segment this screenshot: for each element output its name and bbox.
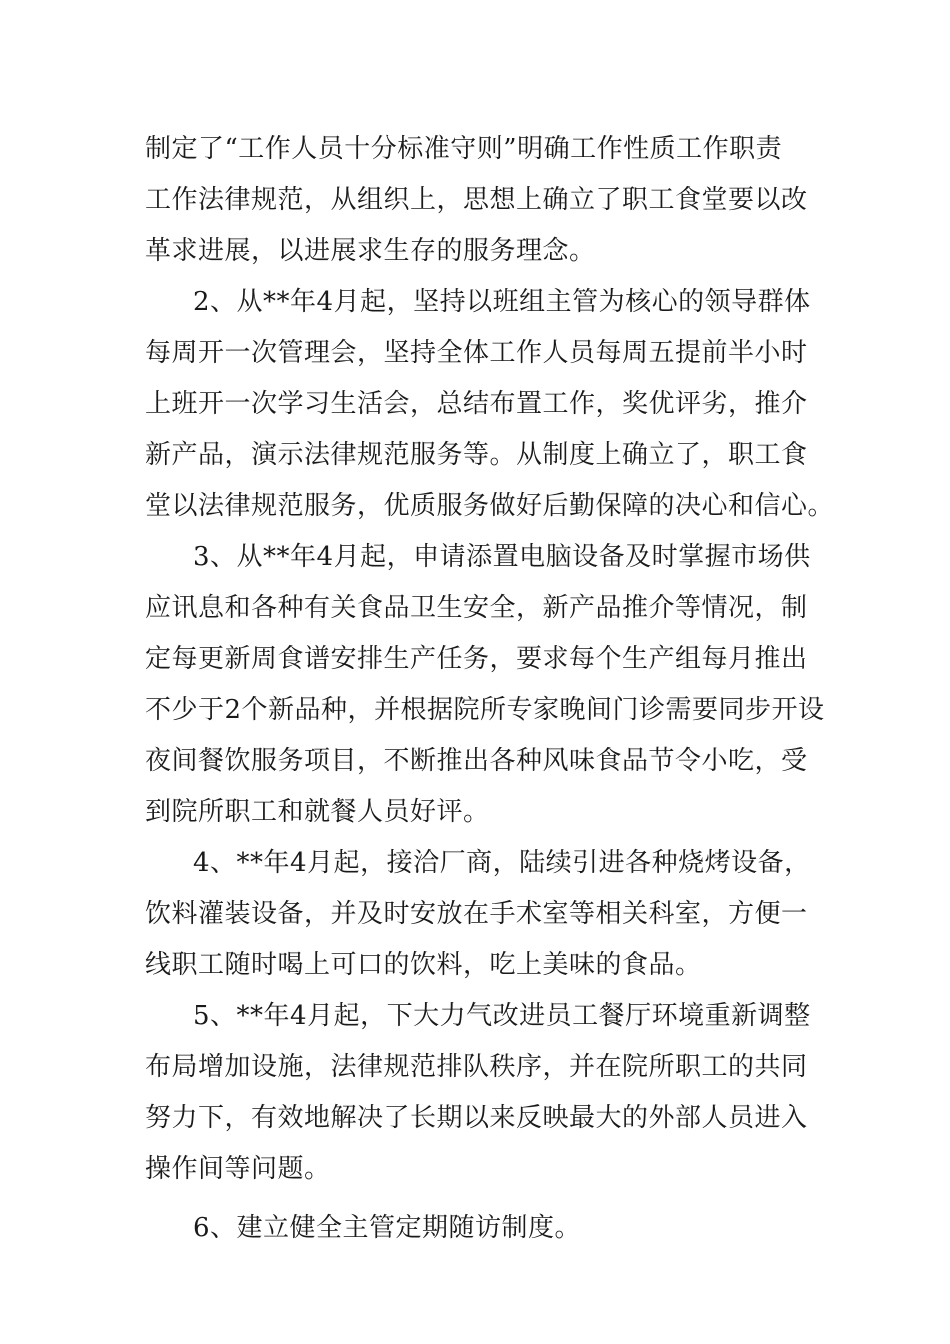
text-line: 定每更新周食谱安排生产任务，要求每个生产组每月推出 <box>145 644 808 674</box>
text-line: 操作间等问题。 <box>145 1154 331 1184</box>
text-line: 工作法律规范，从组织上，思想上确立了职工食堂要以改 <box>145 185 808 215</box>
paragraph-2-line: 2、从**年4月起，坚持以班组主管为核心的领导群体 <box>193 287 811 317</box>
paragraph-6-line: 6、建立健全主管定期随访制度。 <box>193 1213 582 1243</box>
text-line: 线职工随时喝上可口的饮料，吃上美味的食品。 <box>145 950 702 980</box>
text-line: 饮料灌装设备，并及时安放在手术室等相关科室，方便一 <box>145 899 808 929</box>
text-line: 每周开一次管理会，坚持全体工作人员每周五提前半小时 <box>145 338 808 368</box>
text-line: 新产品，演示法律规范服务等。从制度上确立了，职工食 <box>145 440 808 470</box>
paragraph-4-line: 4、**年4月起，接洽厂商，陆续引进各种烧烤设备， <box>193 848 811 878</box>
text-line: 上班开一次学习生活会，总结布置工作，奖优评劣，推介 <box>145 389 808 419</box>
text-line: 堂以法律规范服务，优质服务做好后勤保障的决心和信心。 <box>145 491 835 521</box>
document-body <box>145 124 835 1254</box>
text-line: 革求进展，以进展求生存的服务理念。 <box>145 236 596 266</box>
text-line: 到院所职工和就餐人员好评。 <box>145 797 490 827</box>
text-line: 努力下，有效地解决了长期以来反映最大的外部人员进入 <box>145 1103 808 1133</box>
text-line: 不少于2个新品种，并根据院所专家晚间门诊需要同步开设 <box>145 695 825 725</box>
text-line: 制定了“工作人员十分标准守则”明确工作性质工作职责 <box>145 134 783 164</box>
paragraph-5-line: 5、**年4月起，下大力气改进员工餐厅环境重新调整 <box>193 1001 811 1031</box>
text-line: 布局增加设施，法律规范排队秩序，并在院所职工的共同 <box>145 1052 808 1082</box>
paragraph-3-line: 3、从**年4月起，申请添置电脑设备及时掌握市场供 <box>193 542 811 572</box>
text-line: 应讯息和各种有关食品卫生安全，新产品推介等情况，制 <box>145 593 808 623</box>
text-line: 夜间餐饮服务项目，不断推出各种风味食品节令小吃，受 <box>145 746 808 776</box>
